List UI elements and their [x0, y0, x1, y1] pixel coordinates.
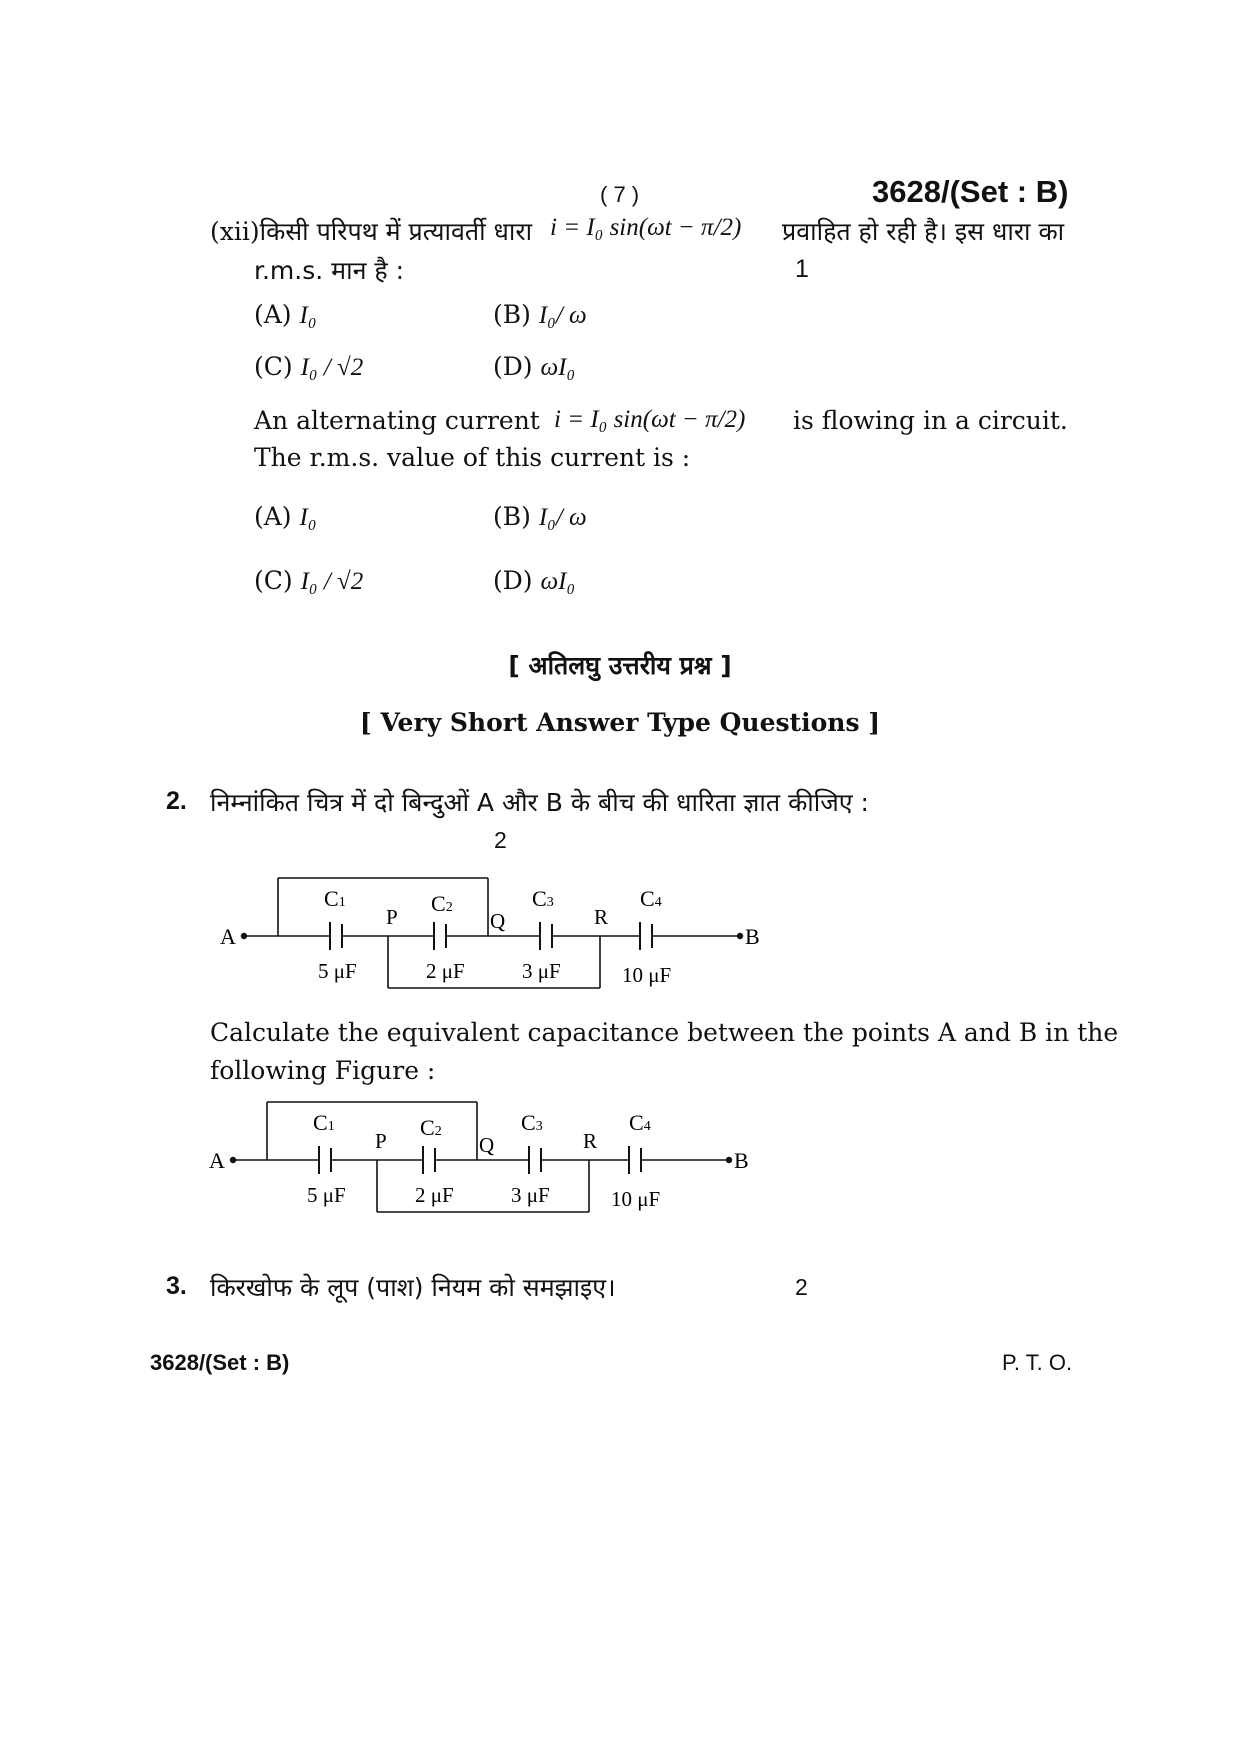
hindi-text: r.m.s. मान है :: [254, 256, 405, 285]
pto-label: P. T. O.: [1002, 1350, 1073, 1375]
hindi-text: निम्नांकित चित्र में दो बिन्दुओं A और B के बीच की धारिता ज्ञात कीजिए :: [210, 788, 869, 817]
node-r-label: R: [583, 1129, 598, 1153]
capacitor-c2-label: C2: [431, 891, 453, 916]
capacitor-c1-label: C1: [313, 1110, 335, 1135]
option-c: (C) I₀ / √2: [254, 566, 364, 595]
equation: i = I₀ sin(ωt − π/2): [554, 406, 746, 433]
node-q-label: Q: [490, 909, 506, 933]
terminal-b-dot: [737, 933, 743, 939]
option-a: (A) I₀: [254, 300, 317, 329]
terminal-a-dot: [241, 933, 247, 939]
option-c: (C) I₀ / √2: [254, 352, 364, 381]
circuit-diagram: [210, 868, 810, 1008]
capacitor-c3-label: C3: [532, 886, 554, 911]
marks: 2: [494, 827, 507, 853]
marks: 1: [795, 255, 809, 283]
capacitor-c1-label: C1: [324, 886, 346, 911]
equation: i = I₀ sin(ωt − π/2): [550, 214, 742, 241]
paper-code-footer: 3628/(Set : B): [150, 1350, 290, 1375]
node-r-label: R: [594, 905, 609, 929]
english-text: Calculate the equivalent capacitance between the points A and B in the: [210, 1018, 1119, 1047]
question-number: (xii): [210, 217, 260, 246]
capacitor-c4-value: 10 μF: [611, 1187, 661, 1211]
terminal-b-label: B: [734, 1148, 749, 1173]
capacitor-c4-label: C4: [629, 1110, 651, 1135]
terminal-a-label: A: [220, 924, 236, 949]
paper-code-header: 3628/(Set : B): [872, 174, 1069, 209]
terminal-b-label: B: [745, 924, 760, 949]
capacitor-c2-label: C2: [420, 1115, 442, 1140]
english-text: is flowing in a circuit.: [793, 406, 1068, 435]
section-heading-english: [ Very Short Answer Type Questions ]: [359, 708, 881, 737]
question-number: 3.: [166, 1272, 187, 1300]
hindi-text: प्रवाहित हो रही है। इस धारा का: [782, 217, 1065, 246]
capacitor-c3-value: 3 μF: [511, 1183, 550, 1207]
terminal-a-dot: [230, 1157, 236, 1163]
option-b: (B) I₀/ ω: [493, 502, 587, 531]
circuit-diagram: [199, 1092, 799, 1232]
terminal-b-dot: [726, 1157, 732, 1163]
english-text: following Figure :: [210, 1056, 436, 1085]
capacitor-c4-value: 10 μF: [622, 963, 672, 987]
option-d: (D) ωI₀: [493, 352, 576, 381]
capacitor-c2-value: 2 μF: [415, 1183, 454, 1207]
marks: 2: [795, 1274, 808, 1300]
hindi-text: किरखोफ के लूप (पाश) नियम को समझाइए।: [210, 1273, 616, 1302]
english-text: An alternating current: [254, 406, 540, 435]
capacitor-c2-value: 2 μF: [426, 959, 465, 983]
english-text: The r.m.s. value of this current is :: [254, 443, 691, 472]
hindi-text: किसी परिपथ में प्रत्यावर्ती धारा: [259, 217, 533, 246]
node-q-label: Q: [479, 1133, 495, 1157]
node-p-label: P: [375, 1129, 387, 1153]
node-p-label: P: [386, 905, 398, 929]
terminal-a-label: A: [209, 1148, 225, 1173]
capacitor-c3-label: C3: [521, 1110, 543, 1135]
page-number: ( 7 ): [600, 182, 640, 207]
section-heading-hindi: [ अतिलघु उत्तरीय प्रश्न ]: [508, 651, 732, 680]
capacitor-c1-value: 5 μF: [307, 1183, 346, 1207]
question-xii: [210, 214, 532, 248]
question-number: 2.: [166, 787, 187, 815]
capacitor-c3-value: 3 μF: [522, 959, 561, 983]
option-d: (D) ωI₀: [493, 566, 576, 595]
option-b: (B) I₀/ ω: [493, 300, 587, 329]
capacitor-c1-value: 5 μF: [318, 959, 357, 983]
capacitor-c4-label: C4: [640, 886, 662, 911]
option-a: (A) I₀: [254, 502, 317, 531]
